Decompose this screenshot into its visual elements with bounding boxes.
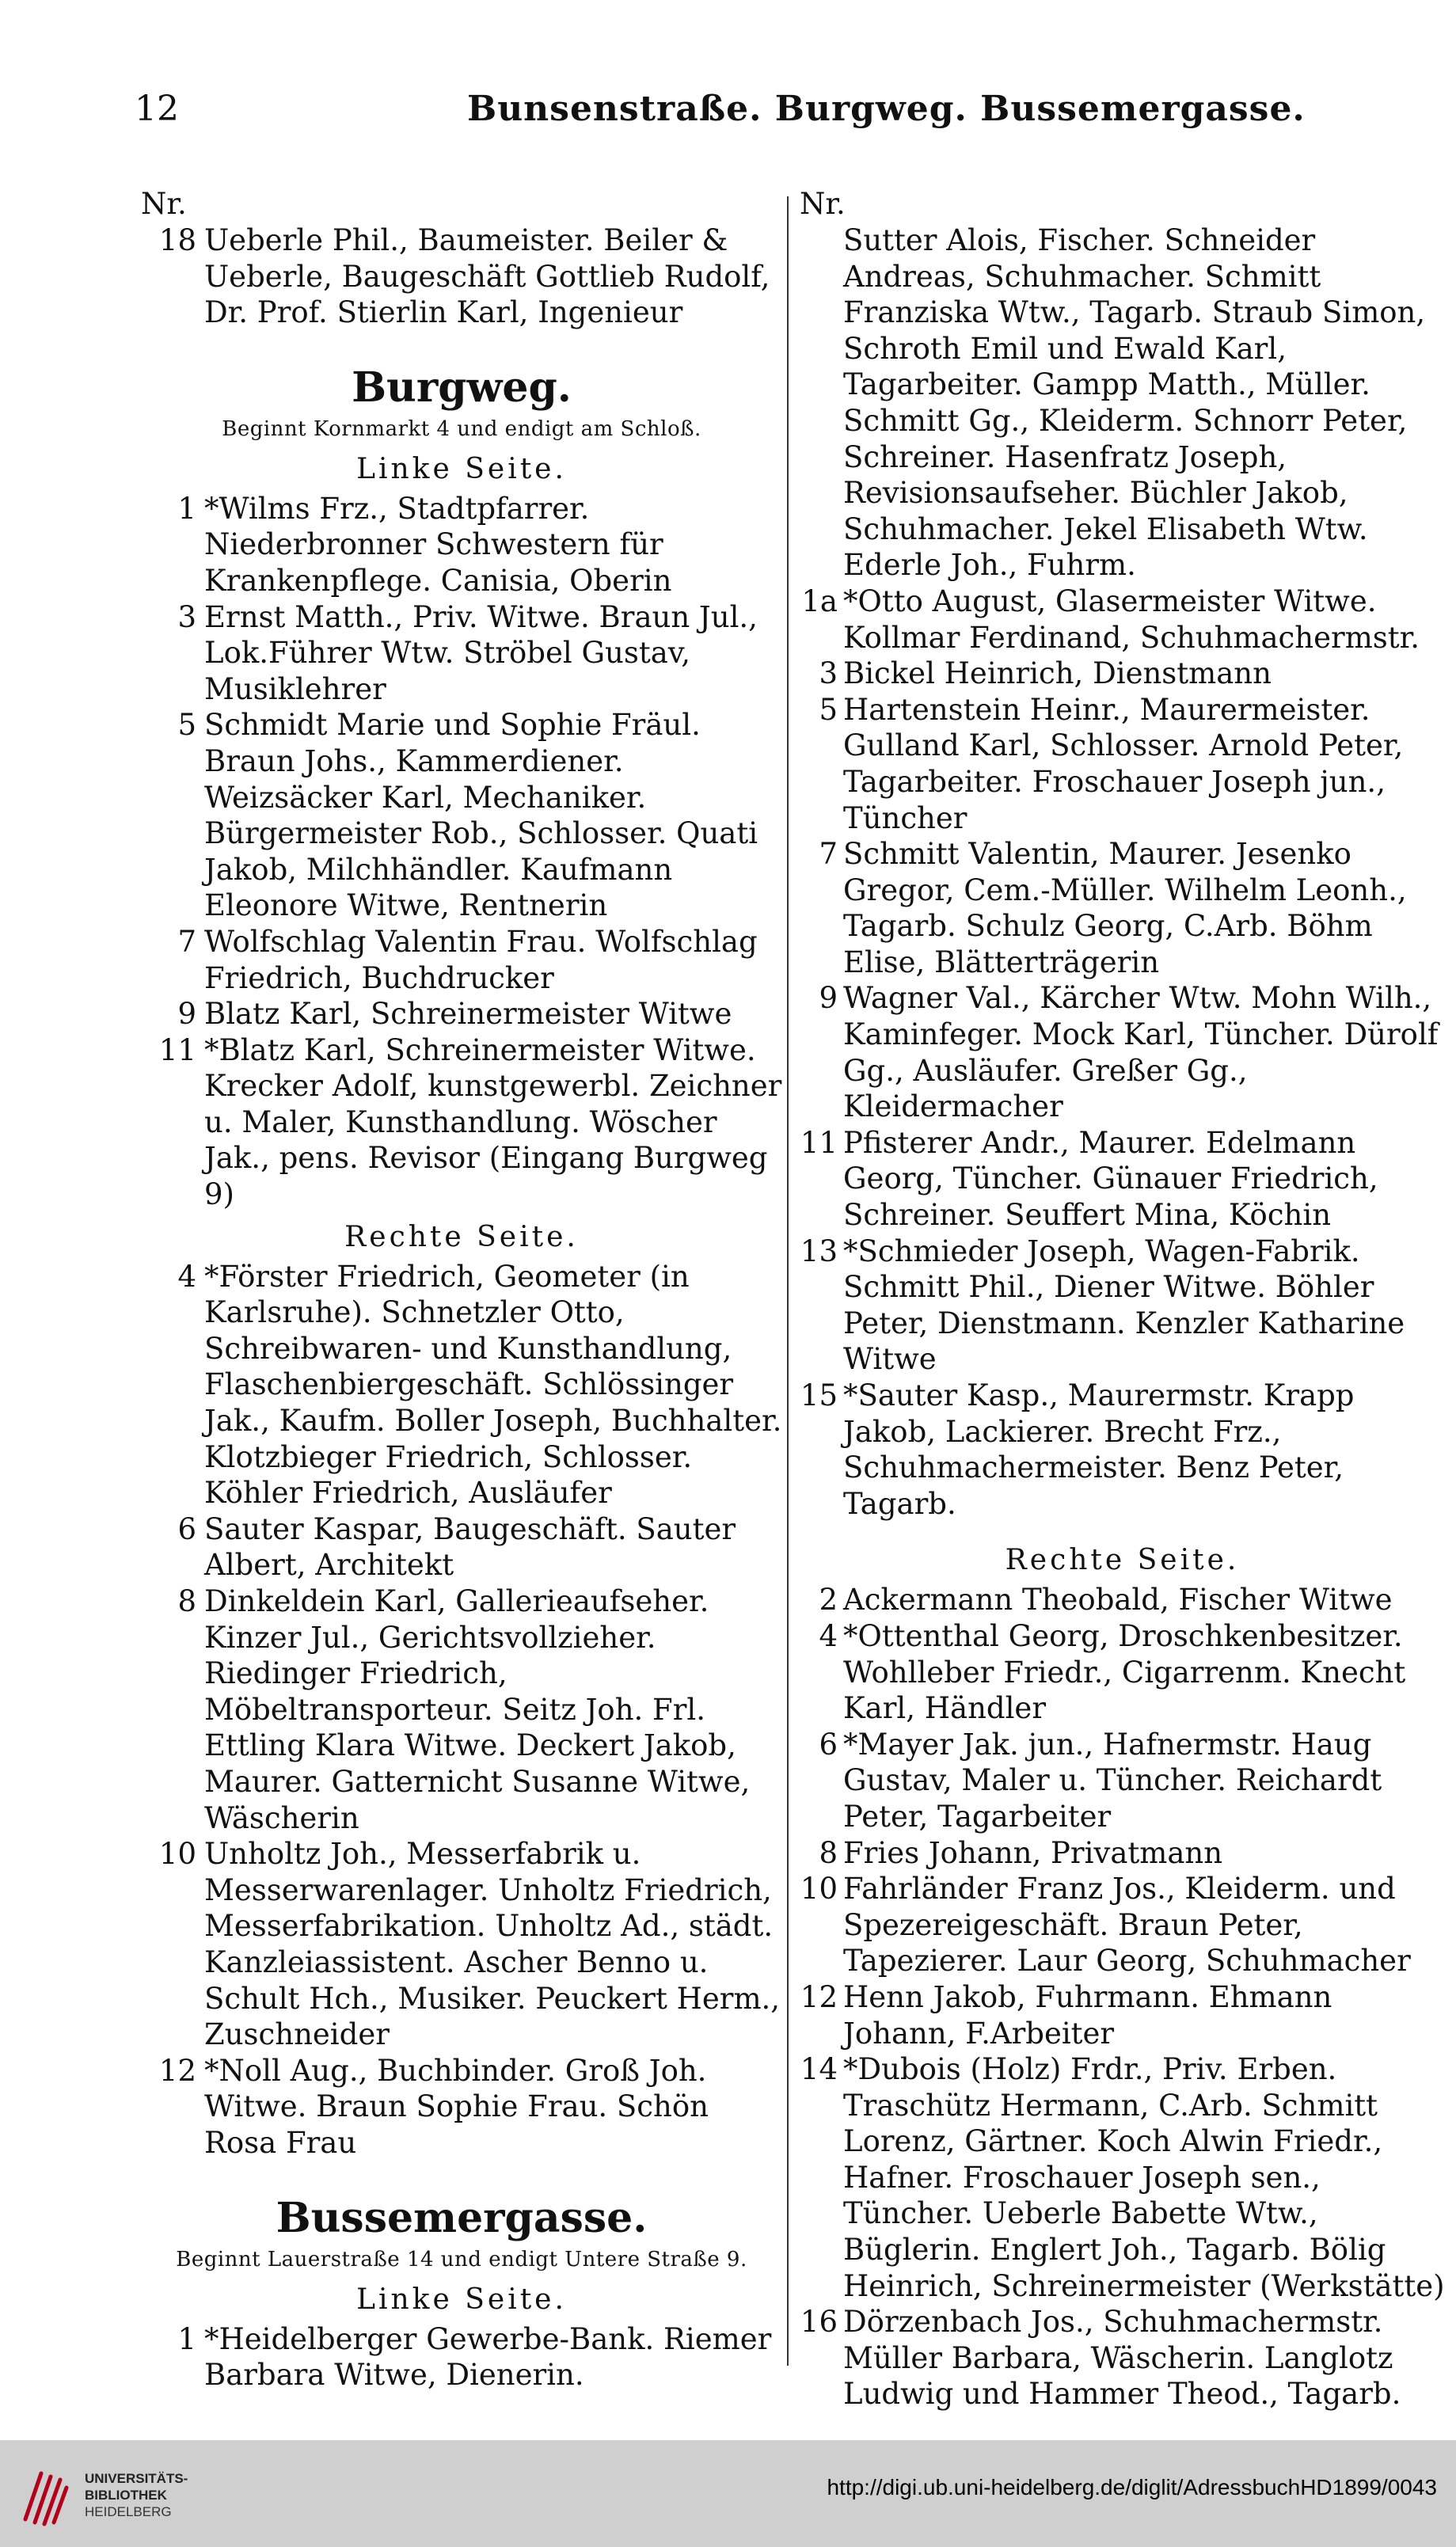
house-entry [800,1871,1445,1979]
running-title: Bunsenstraße. Burgweg. Bussemergasse. [467,89,1306,129]
house-entry [800,1125,1445,1234]
library-name: UNIVERSITÄTS- BIBLIOTHEK HEIDELBERG [85,2471,188,2519]
left-column [141,186,782,2393]
house-number: 10 [800,1872,838,1906]
street-description-burgweg: Beginnt Kornmarkt 4 und endigt am Schloß. [222,416,701,441]
house-entry [800,980,1445,1124]
house-number: 13 [800,1234,838,1268]
entry-text: Blatz Karl, Schreinermeister Witwe [204,997,732,1032]
house-number: 6 [819,1727,838,1762]
house-number: 18 [158,223,196,257]
entry-text: Hartenstein Heinr., Maurermeister. Gulland Karl, Schlosser. Arnold Peter, Tagarbeiter. Froschauer Joseph jun., Tüncher [843,692,1404,835]
house-entry [141,491,782,599]
entry-text: Schmidt Marie und Sophie Fräul. Braun Johs., Kammerdiener. Weizsäcker Karl, Mechaniker. Bürgermeister Rob., Schlosser. Quati Jakob, Milchhändler. Kaufmann Eleonore Witwe, Rentnerin [204,708,758,923]
house-number: 3 [819,656,838,691]
entry-text: *Förster Friedrich, Geometer (in Karlsruhe). Schnetzler Otto, Schreibwaren- und Kunsthandlung, Flaschenbiergeschäft. Schlössinger Jak., Kaufm. Boller Joseph, Buchhalter. Klotzbieger Friedrich, Schlosser. Köhler Friedrich, Ausläufer [204,1259,782,1511]
house-entry [800,1979,1445,2051]
entry-text: Ueberle Phil., Baumeister. Beiler & Ueberle, Baugeschäft Gottlieb Rudolf, Dr. Prof. Stierlin Karl, Ingenieur [204,223,770,330]
entry-text: Schmitt Valentin, Maurer. Jesenko Gregor, Cem.-Müller. Wilhelm Leonh., Tagarb. Schulz Georg, C.Arb. Böhm Elise, Blätterträgerin [843,837,1407,979]
side-heading-right: Rechte Seite. [1005,1544,1240,1577]
house-entry [141,2053,782,2161]
entry-text: Bickel Heinrich, Dienstmann [843,656,1272,691]
house-entry [141,1511,782,1583]
entry-text: Ernst Matth., Priv. Witwe. Braun Jul., Lok.Führer Wtw. Ströbel Gustav, Musiklehrer [204,599,758,706]
library-logo[interactable] [17,2464,188,2527]
house-entry [800,692,1445,836]
house-number: 11 [800,1125,838,1160]
entry-list-burgweg-right [141,1259,782,2161]
house-number: 3 [177,599,196,634]
house-number: 4 [819,1618,838,1653]
house-number: 14 [800,2052,838,2087]
house-entry [141,996,782,1032]
house-entry [141,1583,782,1836]
house-number: 12 [800,1979,838,2014]
nr-label: Nr. [800,187,846,221]
side-heading-left: Linke Seite. [356,452,567,485]
house-number: 1 [177,2321,196,2356]
house-number: 11 [158,1032,196,1067]
entry-text: Wolfschlag Valentin Frau. Wolfschlag Friedrich, Buchdrucker [204,924,758,995]
entry-text: Wagner Val., Kärcher Wtw. Mohn Wilh., Kaminfeger. Mock Karl, Tüncher. Dürolf Gg., Ausläufer. Greßer Gg., Kleidermacher [843,981,1439,1124]
house-entry [141,1259,782,1511]
house-entry [800,1378,1445,1522]
house-entry [800,2051,1445,2304]
house-entry [800,584,1445,656]
house-number: 6 [177,1511,196,1546]
entry-text: Sauter Kaspar, Baugeschäft. Sauter Albert, Architekt [204,1511,736,1583]
entry-text: *Ottenthal Georg, Droschkenbesitzer. Wohlleber Friedr., Cigarrenm. Knecht Karl, Händler [843,1618,1406,1726]
entry-text: Fries Johann, Privatmann [843,1835,1223,1870]
house-number: 7 [819,837,838,872]
house-entry [800,836,1445,980]
entry-text: *Blatz Karl, Schreinermeister Witwe. Krecker Adolf, kunstgewerbl. Zeichner u. Maler, Kunsthandlung. Wöscher Jak., pens. Revisor (Eingang Burgweg 9) [204,1032,782,1212]
side-heading-right: Rechte Seite. [344,1220,579,1253]
right-column [800,186,1445,2412]
entry-list-bussemergasse-left [141,2321,782,2393]
house-entry [800,656,1445,692]
house-entry [141,222,782,331]
house-number: 7 [177,924,196,959]
house-number: 4 [177,1259,196,1294]
library-seal-icon [17,2464,74,2527]
entry-text: Fahrländer Franz Jos., Kleiderm. und Spezereigeschäft. Braun Peter, Tapezierer. Laur Georg, Schuhmacher [843,1872,1411,1979]
entry-text: Ackermann Theobald, Fischer Witwe [843,1583,1393,1618]
street-title-burgweg: Burgweg. [352,363,572,412]
viewer-footer [0,2440,1456,2547]
house-entry [141,1836,782,2053]
house-entry [800,1582,1445,1618]
house-number: 1a [801,584,838,618]
entry-list-burgweg-left [141,491,782,1213]
entry-text: *Heidelberger Gewerbe-Bank. Riemer Barbara Witwe, Dienerin. [204,2321,772,2393]
entry-text: *Mayer Jak. jun., Hafnermstr. Haug Gustav, Maler u. Tüncher. Reichardt Peter, Tagarbeiter [843,1727,1382,1834]
page-header [135,89,1408,144]
entry-text: Pfisterer Andr., Maurer. Edelmann Georg, Tüncher. Günauer Friedrich, Schreiner. Seuffert Mina, Köchin [843,1125,1378,1233]
house-number: 10 [158,1837,196,1872]
house-entry [141,707,782,924]
house-number: 12 [158,2053,196,2088]
entry-text: *Wilms Frz., Stadtpfarrer. Niederbronner Schwestern für Krankenpflege. Canisia, Oberin [204,491,672,598]
nr-label: Nr. [141,187,187,221]
house-number: 9 [177,997,196,1032]
entry-text: Dörzenbach Jos., Schuhmachermstr. Müller Barbara, Wäscherin. Langlotz Ludwig und Hammer Theod., Tagarb. [843,2305,1401,2412]
house-number: 2 [819,1583,838,1618]
house-number: 9 [819,981,838,1016]
entry-list-top [141,222,782,331]
house-entry [141,2321,782,2393]
house-number: 8 [177,1584,196,1618]
entry-text: Henn Jakob, Fuhrmann. Ehmann Johann, F.Arbeiter [843,1979,1332,2051]
house-entry [800,1727,1445,1835]
entry-text: Unholtz Joh., Messerfabrik u. Messerwarenlager. Unholtz Friedrich, Messerfabrikation. Unholtz Ad., städt. Kanzleiassistent. Ascher Benno u. Schult Hch., Musiker. Peuckert Herm., Zuschneider [204,1837,781,2052]
entry-text: *Noll Aug., Buchbinder. Groß Joh. Witwe. Braun Sophie Frau. Schön Rosa Frau [204,2053,709,2160]
house-entry [141,924,782,996]
house-number: 5 [819,692,838,727]
entry-list-bussemergasse-right [800,1582,1445,2412]
house-entry [800,2304,1445,2412]
entry-list-bussemergasse-left-cont [800,584,1445,1522]
house-number: 16 [800,2305,838,2340]
house-number: 1 [177,491,196,526]
house-entry [800,1835,1445,1872]
entry-text: *Dubois (Holz) Frdr., Priv. Erben. Traschütz Hermann, C.Arb. Schmitt Lorenz, Gärtner. Koch Alwin Friedr., Hafner. Froschauer Joseph sen., Tüncher. Ueberle Babette Wtw., Büglerin. Englert Joh., Tagarb. Bölig Heinrich, Schreinermeister (Werkstätte) [843,2052,1445,2303]
house-number: 5 [177,708,196,743]
source-url-link[interactable]: http://digi.ub.uni-heidelberg.de/diglit/AdressbuchHD1899/0043 [827,2475,1437,2499]
entry-text: *Otto August, Glasermeister Witwe. Kollmar Ferdinand, Schuhmachermstr. [843,584,1420,655]
street-description-bussemergasse: Beginnt Lauerstraße 14 und endigt Untere Straße 9. [176,2247,747,2271]
side-heading-left: Linke Seite. [356,2283,567,2316]
entry-text: *Sauter Kasp., Maurermstr. Krapp Jakob, Lackierer. Brecht Frz., Schuhmachermeister. Benz Peter, Tagarb. [843,1378,1355,1521]
house-number: 8 [819,1835,838,1870]
column-divider [787,196,789,2366]
house-entry [141,1032,782,1213]
house-entry [800,1234,1445,1378]
continued-entry-text: Sutter Alois, Fischer. Schneider Andreas, Schuhmacher. Schmitt Franziska Wtw., Tagarb. Straub Simon, Schroth Emil und Ewald Karl, Tagarbeiter. Gampp Matth., Müller. Schmitt Gg., Kleiderm. Schnorr Peter, Schreiner. Hasenfratz Joseph, Revisionsaufseher. Büchler Jakob, Schuhmacher. Jekel Elisabeth Wtw. Ederle Joh., Fuhrm. [843,223,1426,583]
page-number: 12 [135,89,179,129]
entry-text: Dinkeldein Karl, Gallerieaufseher. Kinzer Jul., Gerichtsvollzieher. Riedinger Friedrich, Möbeltransporteur. Seitz Joh. Frl. Ettling Klara Witwe. Deckert Jakob, Maurer. Gatternicht Susanne Witwe, Wäscherin [204,1584,751,1835]
house-entry [800,1618,1445,1727]
entry-text: *Schmieder Joseph, Wagen-Fabrik. Schmitt Phil., Diener Witwe. Böhler Peter, Dienstmann. Kenzler Katharine Witwe [843,1234,1405,1377]
street-title-bussemergasse: Bussemergasse. [276,2193,648,2242]
house-entry [141,599,782,708]
house-number: 15 [800,1378,838,1412]
